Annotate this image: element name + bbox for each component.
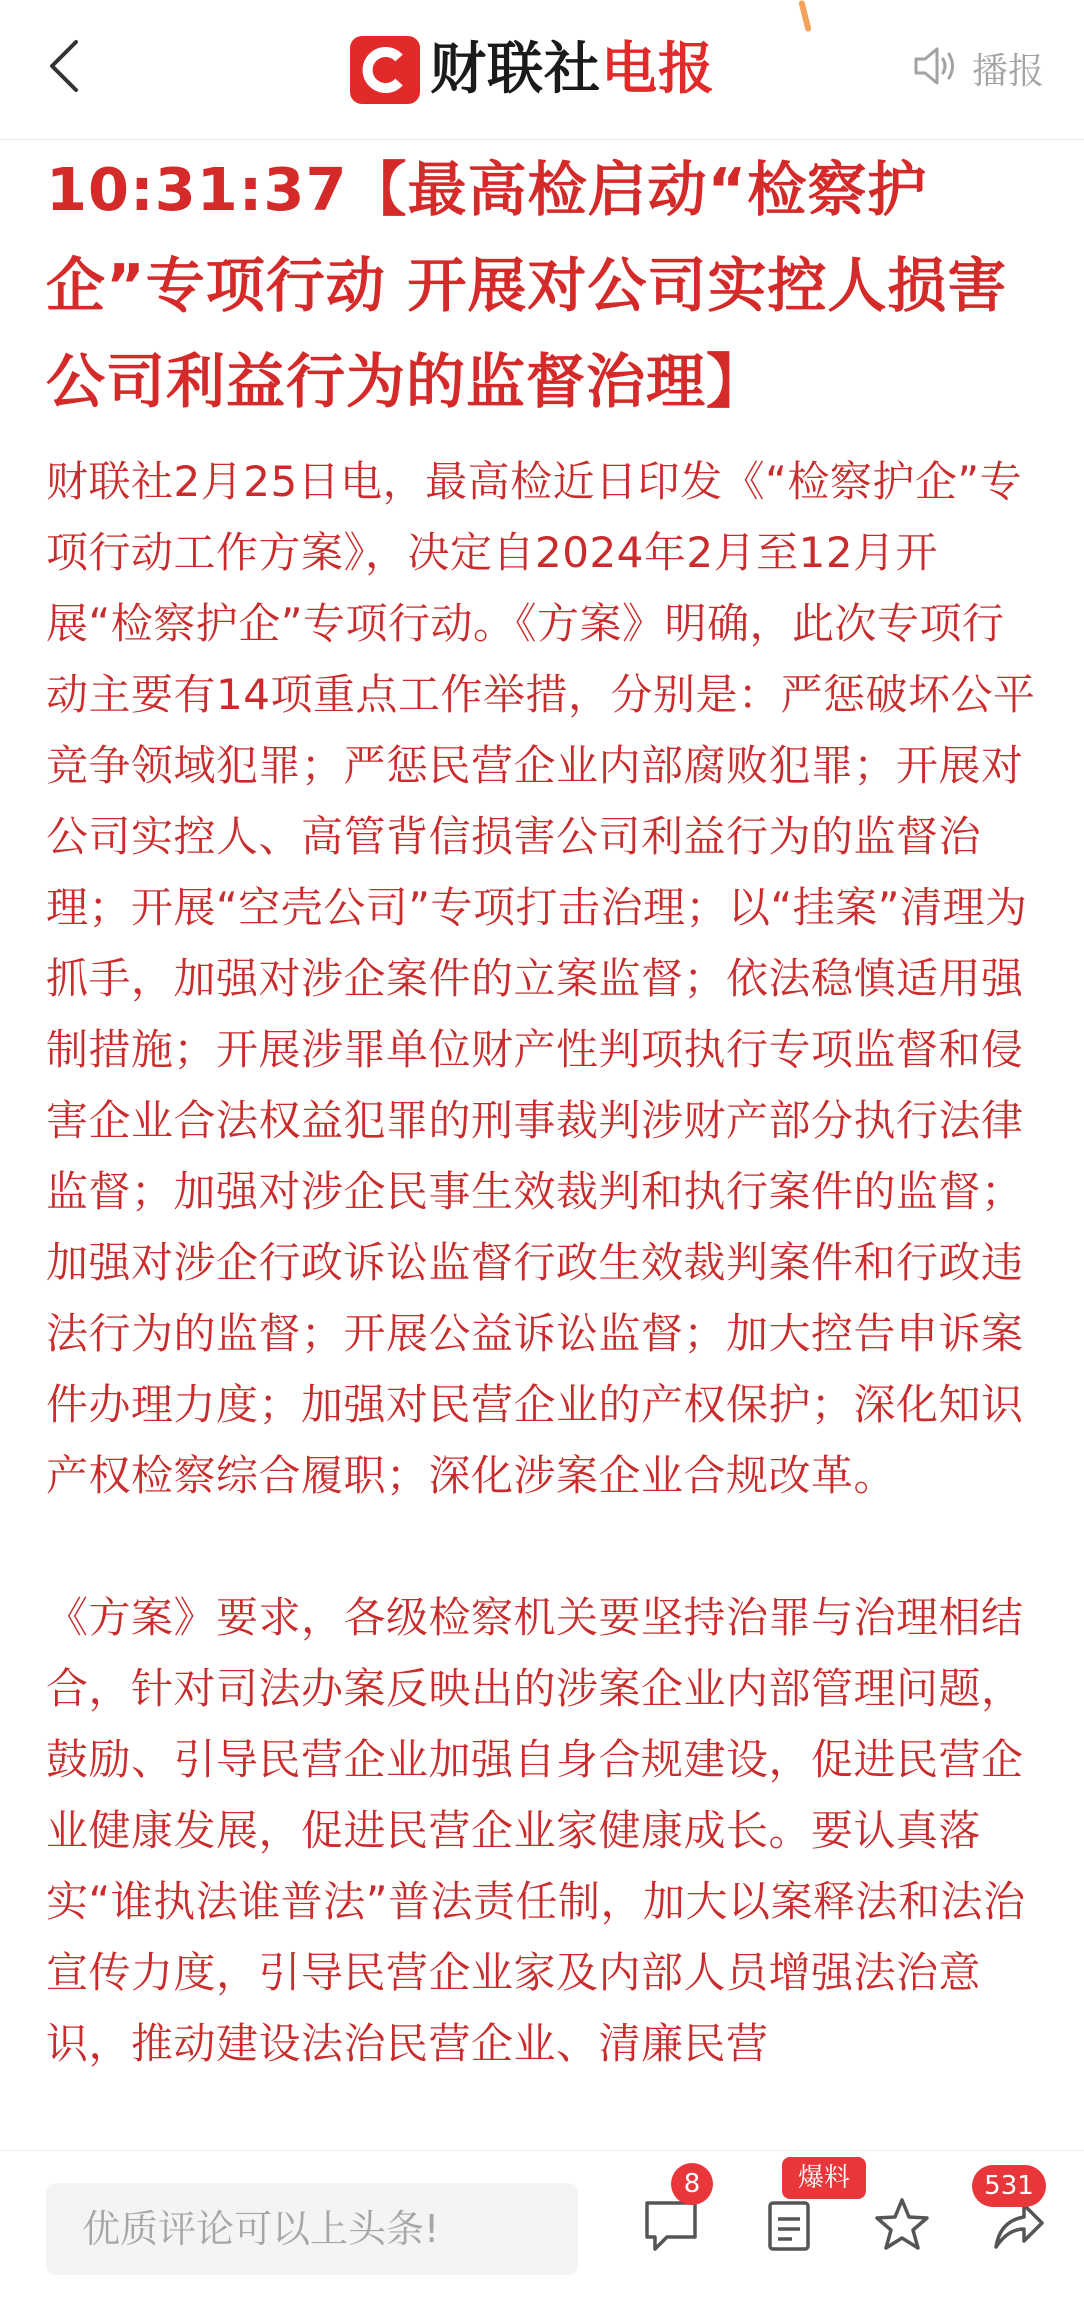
star-icon [872,2195,932,2259]
decorative-mark [798,0,812,32]
broadcast-label: 播报 [972,50,1045,92]
comment-input[interactable] [46,2183,578,2275]
comment-count-badge: 8 [671,2163,713,2205]
bottom-action-bar [0,2150,1084,2304]
logo-text-main: 财联社 [430,37,601,102]
favorite-button[interactable] [862,2187,942,2267]
report-badge: 爆料 [782,2157,866,2199]
broadcast-button[interactable] [912,40,1044,96]
back-button[interactable] [36,40,92,96]
top-nav-bar [0,0,1084,140]
article-body [46,140,1036,2079]
share-count-badge: 531 [972,2165,1046,2207]
article-paragraph-1: 财联社2月25日电，最高检近日印发《“检察护企”专项行动工作方案》，决定自2024年2月至12月开展“检察护企”专项行动。《方案》明确，此次专项行动主要有14项重点工作举措，分别是：严惩破坏公平竞争领域犯罪；严惩民营企业内部腐败犯罪；开展对公司实控人、高管背信损害公司利益行为的监督治理；开展“空壳公司”专项打击治理；以“挂案”清理为抓手，加强对涉企案件的立案监督；依法稳慎适用强制措施；开展涉罪单位财产性判项执行专项监督和侵害企业合法权益犯罪的刑事裁判涉财产部分执行法律监督；加强对涉企民事生效裁判和执行案件的监督；加强对涉企行政诉讼监督行政生效裁判案件和行政违法行为的监督；开展公益诉讼监督；加大控告申诉案件办理力度；加强对民营企业的产权保护；深化知识产权检察综合履职；深化涉案企业合规改革。 [46,457,1036,1500]
share-button[interactable] [978,2171,1058,2267]
logo-text-accent: 电报 [601,37,715,102]
comment-icon [641,2197,701,2257]
comment-button[interactable] [631,2169,711,2267]
report-icon [764,2195,820,2259]
back-arrow-icon [46,38,82,98]
logo-c-icon [350,36,420,104]
report-button[interactable] [752,2163,850,2267]
logo-text [430,34,715,106]
article-paragraph-2: 《方案》要求，各级检察机关要坚持治罪与治理相结合，针对司法办案反映出的涉案企业内部管理问题，鼓励、引导民营企业加强自身合规建设，促进民营企业健康发展，促进民营企业家健康成长。要认真落实“谁执法谁普法”普法责任制，加大以案释法和法治宣传力度，引导民营企业家及内部人员增强法治意识，推动建设法治民营企业、清廉民营 [46,1593,1026,2068]
article-headline: 10:31:37【最高检启动“检察护企”专项行动 开展对公司实控人损害公司利益行为的监督治理】 [46,155,1008,416]
speaker-icon [912,44,960,92]
app-logo [350,34,715,106]
